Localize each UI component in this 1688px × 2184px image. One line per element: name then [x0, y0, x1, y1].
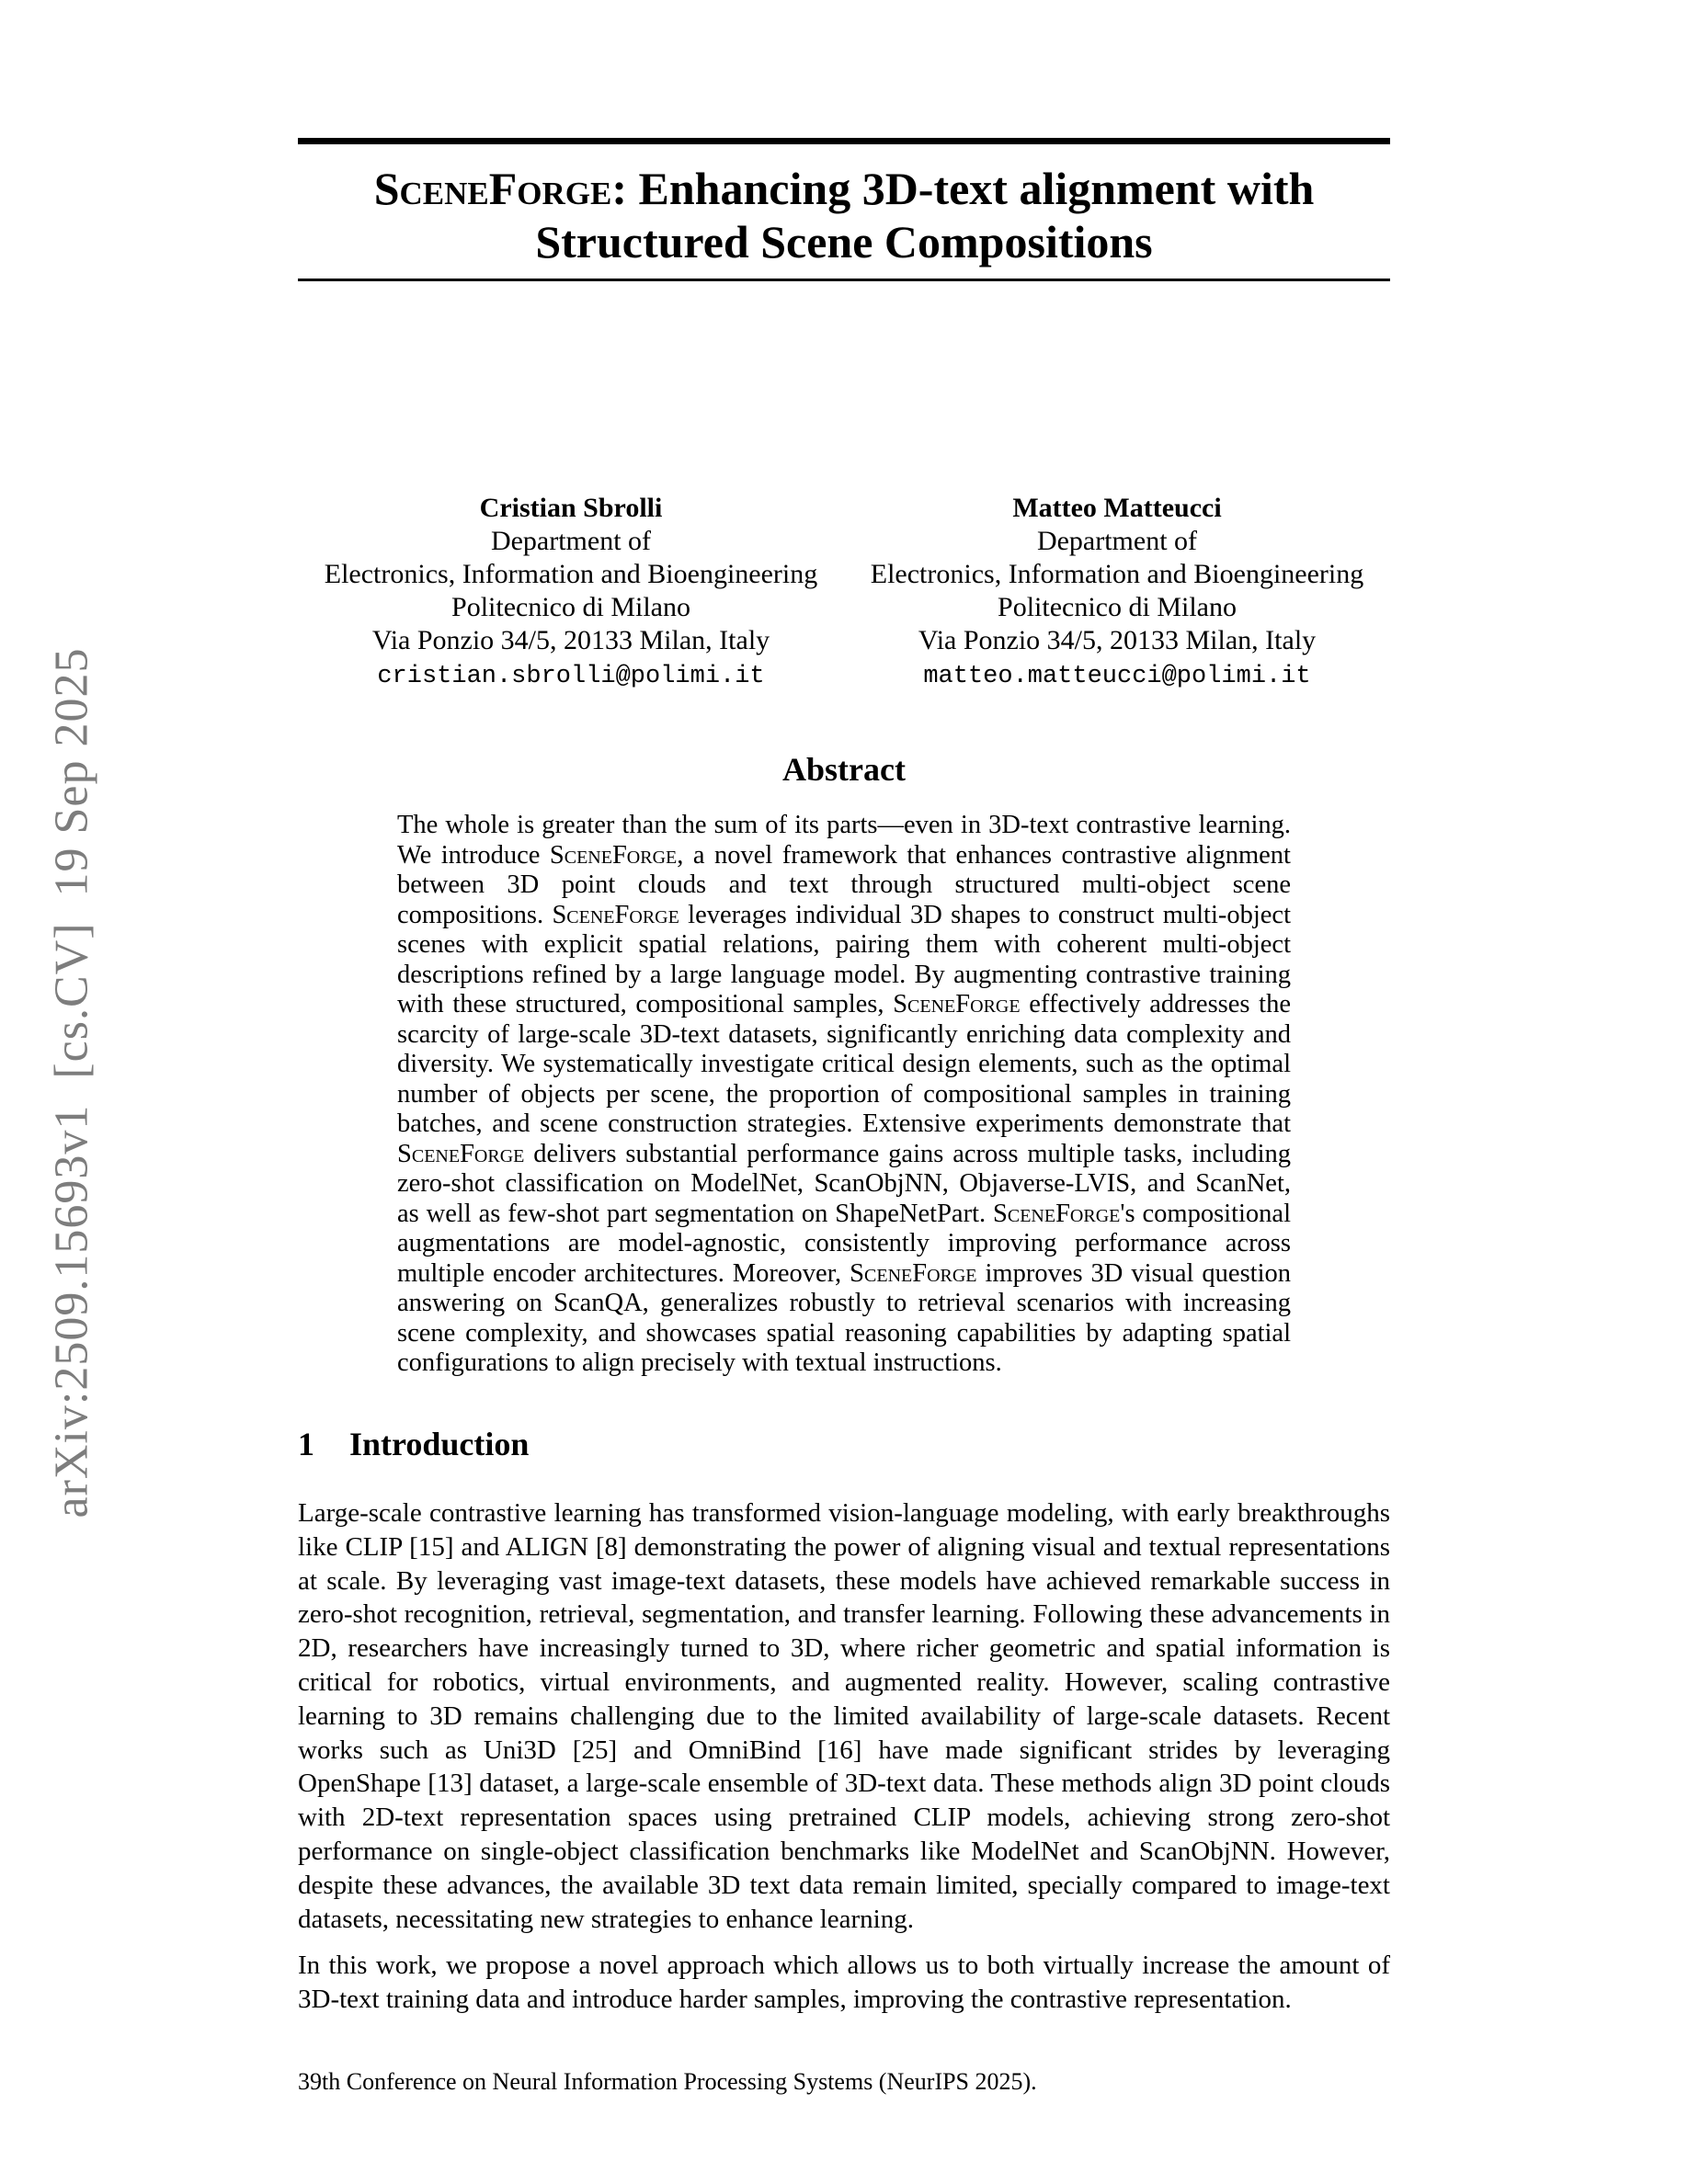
introduction-section [298, 1496, 1390, 2017]
author-2-affiliation: Politecnico di Milano [998, 592, 1237, 622]
author-2-name: Matteo Matteucci [1012, 493, 1222, 523]
author-1 [298, 492, 844, 693]
author-1-name: Cristian Sbrolli [479, 493, 663, 523]
author-block [298, 492, 1390, 693]
paper-title-line1 [298, 162, 1390, 215]
section-title: Introduction [349, 1426, 530, 1462]
author-1-email: cristian.sbrolli@polimi.it [377, 663, 765, 690]
title-rule-top [298, 138, 1390, 144]
abstract-text: The whole is greater than the sum of its parts—even in 3D-text contrastive learning. We introduce SceneForge, a novel framework that enhances contrastive alignment between 3D point clouds and text through structured multi-object scene compositions. SceneForge leverages individual 3D shapes to construct multi-object scenes with explicit spatial relations, pairing them with coherent multi-object descriptions refined by a large language model. By augmenting contrastive training with these structured, compositional samples, SceneForge effectively addresses the scarcity of large-scale 3D-text datasets, significantly enriching data complexity and diversity. We systematically investigate critical design elements, such as the optimal number of objects per scene, the proportion of compositional samples in training batches, and scene construction strategies. Extensive experiments demonstrate that SceneForge delivers substantial performance gains across multiple tasks, including zero-shot classification on ModelNet, ScanObjNN, Objaverse-LVIS, and ScanNet, as well as few-shot part segmentation on ShapeNetPart. SceneForge's compositional augmentations are model-agnostic, consistently improving performance across multiple encoder architectures. Moreover, SceneForge improves 3D visual question answering on ScanQA, generalizes robustly to retrieval scenarios with increasing scene complexity, and showcases spatial reasoning capabilities by adapting spatial configurations to align precisely with textual instructions. [397, 811, 1292, 1377]
section-heading-introduction [298, 1425, 529, 1463]
author-2-department-line2: Electronics, Information and Bioengineering [870, 559, 1364, 589]
paper-title-line2: Structured Scene Compositions [535, 216, 1153, 267]
author-1-department-line2: Electronics, Information and Bioengineering [324, 559, 818, 589]
paper-content [298, 0, 1390, 2184]
abstract-heading: Abstract [782, 751, 906, 788]
footer-conference-note: 39th Conference on Neural Information Processing Systems (NeurIPS 2025). [298, 2068, 1037, 2095]
author-2-address: Via Ponzio 34/5, 20133 Milan, Italy [918, 625, 1317, 655]
author-1-affiliation: Politecnico di Milano [451, 592, 690, 622]
section-number: 1 [298, 1426, 314, 1462]
intro-paragraph-1: Large-scale contrastive learning has transformed vision-language modeling, with early breakthroughs like CLIP [15] and ALIGN [8] demonstrating the power of aligning visual and textual representations at scale. By leveraging vast image-text datasets, these models have achieved remarkable success in zero-shot recognition, retrieval, segmentation, and transfer learning. Following these advancements in 2D, researchers have increasingly turned to 3D, where richer geometric and spatial information is critical for robotics, virtual environments, and augmented reality. However, scaling contrastive learning to 3D remains challenging due to the limited availability of large-scale datasets. Recent works such as Uni3D [25] and OmniBind [16] have made significant strides by leveraging OpenShape [13] dataset, a large-scale ensemble of 3D-text data. These methods align 3D point clouds with 2D-text representation spaces using pretrained CLIP models, achieving strong zero-shot performance on single-object classification benchmarks like ModelNet and ScanObjNN. However, despite these advances, the available 3D text data remain limited, specially compared to image-text datasets, necessitating new strategies to enhance learning. [298, 1498, 1390, 1934]
paper-title-sceneforge: SceneForge [373, 163, 612, 214]
author-1-address: Via Ponzio 34/5, 20133 Milan, Italy [371, 625, 770, 655]
author-2 [844, 492, 1390, 693]
paper-title-line1-rest: : Enhancing 3D-text alignment with [611, 163, 1315, 214]
intro-paragraph-2: In this work, we propose a novel approach which allows us to both virtually increase the amount of 3D-text training data and introduce harder samples, improving the contrastive representation. [298, 1951, 1390, 2015]
author-2-department-line1: Department of [1036, 526, 1198, 556]
arxiv-watermark: arXiv:2509.15693v1 [cs.CV] 19 Sep 2025 [45, 647, 98, 1519]
author-1-department-line1: Department of [490, 526, 652, 556]
title-rule-bottom [298, 279, 1390, 281]
paper-title [298, 162, 1390, 268]
author-2-email: matteo.matteucci@polimi.it [923, 663, 1311, 690]
